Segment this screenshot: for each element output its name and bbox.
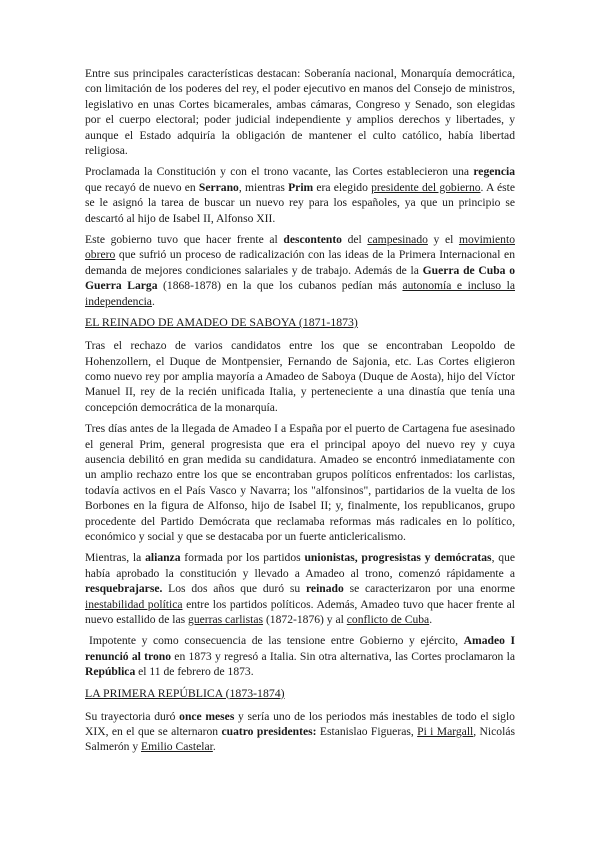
- text: Estanislao Figueras,: [316, 725, 418, 739]
- paragraph-discontent: [85, 232, 515, 309]
- bold-regencia: regencia: [473, 165, 515, 179]
- text: Los dos años que duró su: [162, 582, 306, 596]
- text: , que había aprobado la constitución y llevado a Amadeo al trono, comenzó rápidamente a: [85, 551, 516, 580]
- text: y el: [427, 233, 459, 247]
- paragraph-abdication: [85, 633, 515, 679]
- section-heading-amadeo: EL REINADO DE AMADEO DE SABOYA (1871-1873): [85, 315, 358, 330]
- text: se caracterizaron por una enorme: [343, 582, 515, 596]
- text: Proclamada la Constitución y con el trono vacante, las Cortes establecieron una: [85, 165, 474, 179]
- paragraph-republic-presidents: [85, 709, 515, 755]
- underline-pi-margall: Pi i Margall: [417, 725, 474, 739]
- paragraph-constitution-features: Entre sus principales características destacan: Soberanía nacional, Monarquía democrática, con limitación de los poderes del rey, el poder ejecutivo en manos del Consejo de ministros, legislativo en unas Cortes bicamerales, ambas cámaras, Congreso y Senado, son elegidas por el cuerpo electoral; poder judicial independiente y amplios derechos y libertades, y aunque el Estado adquiría la obligación de mantener el culto católico, había libertad religiosa.: [85, 67, 515, 158]
- underline-movimiento-obrero: movimiento obrero: [85, 233, 515, 262]
- text: en 1873 y regresó a Italia. Sin otra alternativa, las Cortes proclamaron la: [171, 649, 515, 663]
- section-heading-republica: LA PRIMERA REPÚBLICA (1873-1874): [85, 685, 285, 700]
- underline-campesinado: campesinado: [367, 233, 428, 247]
- underline-guerras-carlistas: guerras carlistas: [188, 613, 264, 626]
- bold-cuatro-presidentes: cuatro presidentes:: [221, 725, 317, 739]
- text: (1868-1878) en la que los cubanos pedían más: [157, 279, 403, 293]
- text: que recayó de nuevo en: [85, 180, 199, 194]
- underline-inestabilidad: inestabilidad política: [85, 597, 183, 611]
- bold-amadeo-renuncio: Amadeo I renunció al trono: [85, 634, 515, 663]
- text: Este gobierno tuvo que hacer frente al: [85, 233, 284, 247]
- text: .: [212, 740, 216, 754]
- bold-alianza: alianza: [145, 551, 181, 565]
- paragraph-regency: [85, 164, 515, 226]
- bold-serrano: Serrano: [198, 180, 239, 194]
- text: (1872-1876) y al: [263, 613, 347, 626]
- bold-prim: Prim: [288, 180, 314, 194]
- underline-presidente-gobierno: presidente del gobierno: [371, 180, 481, 194]
- underline-castelar: Emilio Castelar: [141, 740, 213, 754]
- bold-once-meses: once meses: [179, 709, 235, 723]
- text: que sufrió un proceso de radicalización con las ideas de la Primera Internacional en demanda de mejores condiciones salariales y de trabajo. Además de la: [85, 248, 515, 277]
- text: entre los partidos políticos. Además, Amadeo tuvo que hacer frente al nuevo estallido de las: [85, 597, 515, 626]
- bold-republica: República: [85, 665, 136, 679]
- text: formada por los partidos: [180, 551, 305, 565]
- text: y sería uno de los periodos más inestables de todo el siglo XIX, en el que se alternaron: [85, 709, 515, 739]
- bold-reinado: reinado: [305, 582, 344, 596]
- underline-conflicto-cuba: conflicto de Cuba: [346, 613, 430, 626]
- text: Su trayectoria duró: [85, 709, 180, 723]
- text: , mientras: [238, 180, 289, 194]
- paragraph-alliance: [85, 550, 515, 627]
- text: , Nicolás Salmerón y: [85, 725, 515, 754]
- text: .: [429, 613, 433, 626]
- text: Mientras, la: [85, 551, 146, 565]
- text: . A éste se le asignó la tarea de buscar un nuevo rey para los españoles, ya que un principio se descartó al hijo de Isabel II, Alfonso XII.: [85, 180, 515, 225]
- text: del: [341, 233, 368, 247]
- paragraph-prim-assassination: Tres días antes de la llegada de Amadeo I a España por el puerto de Cartagena fue asesinado el general Prim, general progresista que era el principal apoyo del nuevo rey y cuya ausencia debilitó en gran medida su candidatura. Amadeo se encontró inmediatamente con un amplio rechazo entre los que se encontraban grupos políticos enfrentados: los carlistas, todavía activos en el País Vasco y Navarra; los "alfonsinos", partidarios de la vuelta de los Borbones en la figura de Alfonso, hijo de Isabel II; y, finalmente, los republicanos, grupo procedente del Partido Demócrata que reclamaba reformas más radicales en lo político, económico y social y que se destacaba por un fuerte anticlericalismo.: [85, 422, 515, 543]
- text: era elegido: [313, 180, 372, 194]
- bold-resquebrajarse: resquebrajarse.: [85, 582, 163, 596]
- bold-guerra-cuba: Guerra de Cuba o Guerra Larga: [85, 263, 515, 293]
- text: .: [151, 294, 155, 308]
- text: el 11 de febrero de 1873.: [135, 665, 254, 679]
- paragraph-amadeo-election: Tras el rechazo de varios candidatos entre los que se encontraban Leopoldo de Hohenzollern, el Duque de Montpensier, Fernando de Sajonia, etc. Las Cortes eligieron como nuevo rey por amplia mayoría a Amadeo de Saboya (Duque de Aosta), hijo del Víctor Manuel II, rey de la recién unificada Italia, y perteneciente a una dinastía que tenía una concepción democrática de la monarquía.: [85, 339, 515, 414]
- bold-descontento: descontento: [283, 233, 342, 247]
- text: Impotente y como consecuencia de las tensione entre Gobierno y ejército,: [89, 634, 464, 648]
- underline-autonomia: autonomía e incluso la independencia: [85, 279, 516, 308]
- bold-partidos: unionistas, progresistas y demócratas: [304, 551, 492, 565]
